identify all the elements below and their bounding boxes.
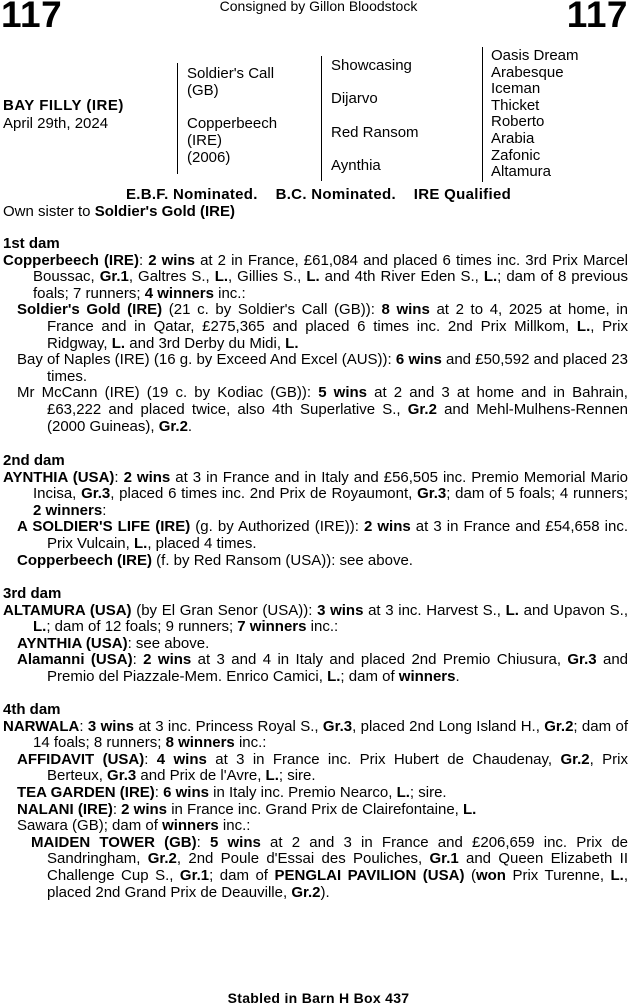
- entry-text: at 2 in France, £61,084 and placed 6 times inc. 3rd Prix Marcel Boussac,: [33, 251, 628, 286]
- entry-bold-text: Gr.2: [560, 750, 590, 768]
- entry-bold-text: L.: [610, 866, 624, 884]
- entry-text: :: [154, 783, 164, 801]
- pedigree-gen2-dam-dam: Aynthia: [331, 157, 381, 174]
- entry-text: at 2 and 3 in France and £206,659 inc. Prix de Sandringham,: [47, 833, 629, 868]
- entry-bold-text: 2 wins: [121, 800, 168, 818]
- own-sister-line: [3, 203, 235, 220]
- dam-section-4: [0, 702, 628, 901]
- entry-bold-text: AYNTHIA (USA): [3, 468, 115, 486]
- entry-bold-text: 2 wins: [363, 518, 411, 536]
- entry-text: Mr McCann (IRE) (19 c. by Kodiac (GB)):: [17, 384, 319, 402]
- entry-bold-text: Gr.3: [81, 485, 111, 503]
- entry-text: and Upavon S.,: [518, 601, 629, 619]
- entry-bold-text: NARWALA: [3, 717, 80, 735]
- pedigree-gen3: [491, 48, 579, 181]
- entry-text: and Queen Elizabeth II Challenge Cup S.,: [47, 850, 629, 884]
- entry-text: and Prix de l'Avre,: [136, 767, 266, 785]
- entry-text: ).: [320, 883, 330, 901]
- entry-bold-text: 2 winners: [33, 501, 103, 519]
- entry-bold-text: Gr.1: [179, 866, 210, 884]
- entry-text: :: [196, 833, 210, 851]
- entry-text: inc.:: [234, 734, 267, 752]
- entry-bold-text: winners: [162, 817, 219, 835]
- gen3-7: Zafonic: [491, 146, 541, 164]
- entry-bold-text: 5 wins: [318, 384, 368, 402]
- entry-bold-text: 6 wins: [395, 351, 442, 369]
- entry-bold-text: Gr.1: [429, 850, 459, 868]
- entry-bold-text: Gr.2: [147, 850, 177, 868]
- pedigree-entry: [3, 719, 628, 752]
- entry-text: , Gillies S.,: [228, 268, 307, 286]
- pedigree-entry: [17, 818, 628, 835]
- entry-bold-text: Gr.3: [322, 717, 353, 735]
- pedigree-gen2-sire-dam: Dijarvo: [331, 90, 378, 107]
- pedigree-entry: [17, 352, 628, 385]
- entry-text: at 3 inc. Harvest S.,: [363, 601, 506, 619]
- entry-text: (f. by Red Ransom (USA)): see above.: [152, 551, 413, 569]
- entry-text: at 3 in France and £54,658 inc. Prix Vulcain,: [47, 518, 628, 552]
- entry-bold-text: Soldier's Gold (IRE): [17, 301, 163, 319]
- entry-text: .: [187, 417, 193, 435]
- gen3-8: Altamura: [491, 163, 552, 181]
- entry-text: Sawara (GB); dam of: [17, 817, 163, 835]
- dam-section-3: [0, 586, 628, 686]
- lot-number-right: 117: [566, 0, 628, 35]
- dam-section-2: [0, 453, 628, 569]
- entry-text: inc.:: [306, 618, 339, 636]
- entry-text: at 3 inc. Princess Royal S.,: [133, 717, 323, 735]
- entry-bold-text: winners: [398, 667, 456, 685]
- entry-text: at 2 and 3 at home and in Bahrain, £63,222 and placed twice, also 4th Superlative S.,: [47, 384, 628, 418]
- entry-bold-text: 8 wins: [381, 301, 430, 319]
- pedigree-entry: [17, 385, 628, 435]
- entry-text: .: [455, 667, 460, 685]
- entry-text: : see above.: [127, 634, 210, 652]
- pedigree-entry: [17, 652, 628, 685]
- entry-text: :: [79, 717, 88, 735]
- gen3-5: Roberto: [491, 113, 545, 131]
- section-heading: 2nd dam: [3, 452, 65, 469]
- dam-name: Copperbeech: [187, 115, 278, 132]
- gen3-4: Thicket: [491, 96, 540, 114]
- entry-bold-text: 3 wins: [87, 717, 134, 735]
- entry-text: in France inc. Grand Prix de Clairefontaine,: [167, 800, 464, 818]
- entry-text: ; sire.: [409, 783, 447, 801]
- entry-bold-text: AFFIDAVIT (USA): [17, 750, 145, 768]
- entry-text: (g. by Authorized (IRE)):: [190, 518, 364, 536]
- entry-text: (by El Gran Senor (USA)):: [131, 601, 318, 619]
- entry-text: Bay of Naples (IRE) (16 g. by Exceed And Excel (AUS)):: [17, 351, 396, 369]
- entry-text: and Mehl-Mulhens-Rennen (2000 Guineas),: [47, 400, 629, 435]
- pedigree-gen2-dam-sire: Red Ransom: [331, 124, 419, 141]
- entry-bold-text: Copperbeech (IRE): [17, 551, 153, 569]
- own-sister-prefix: Own sister to: [3, 203, 95, 220]
- entry-bold-text: TEA GARDEN (IRE): [17, 783, 155, 801]
- entry-bold-text: Gr.2: [544, 717, 574, 735]
- pedigree-entry: [17, 802, 628, 819]
- entry-bold-text: 7 winners: [237, 618, 307, 636]
- pedigree-entry: [3, 603, 628, 636]
- pedigree-entry: [17, 553, 628, 570]
- entry-text: at 3 in France and in Italy and £56,505 inc. Premio Memorial Mario Incisa,: [33, 468, 628, 503]
- entry-text: ; dam of 5 foals; 4 runners;: [446, 485, 628, 503]
- entry-bold-text: L.: [214, 268, 229, 286]
- entry-bold-text: 5 wins: [209, 833, 261, 851]
- pedigree-entry: [17, 636, 628, 653]
- entry-text: ; sire.: [278, 767, 316, 785]
- section-heading: 3rd dam: [3, 585, 62, 602]
- entry-text: in Italy inc. Premio Nearco,: [208, 783, 397, 801]
- entry-bold-text: NALANI (IRE): [17, 800, 113, 818]
- entry-bold-text: 4 winners: [144, 284, 214, 302]
- entry-text: , placed 4 times.: [147, 534, 257, 552]
- horse-name: BAY FILLY (IRE): [3, 97, 124, 114]
- entry-bold-text: 2 wins: [123, 468, 171, 486]
- entry-bold-text: 2 wins: [148, 251, 195, 269]
- entry-text: Prix Turenne,: [505, 866, 611, 884]
- pedigree-divider-3: [482, 47, 483, 182]
- entry-bold-text: L.: [111, 334, 126, 352]
- entry-bold-text: L.: [576, 317, 591, 335]
- entry-bold-text: L.: [33, 618, 47, 636]
- pedigree-entry: [17, 752, 628, 785]
- entry-bold-text: Gr.3: [417, 485, 447, 503]
- pedigree-entry: [3, 470, 628, 520]
- entry-bold-text: L.: [396, 783, 410, 801]
- entry-bold-text: Alamanni (USA): [17, 651, 133, 669]
- entry-bold-text: 2 wins: [143, 651, 192, 669]
- entry-text: :: [132, 651, 144, 669]
- entry-text: and Premio del Piazzale-Mem. Enrico Camici,: [47, 651, 629, 685]
- entry-text: (: [464, 866, 476, 884]
- entry-bold-text: L.: [306, 268, 320, 286]
- entry-text: , Galtres S.,: [128, 268, 215, 286]
- pedigree-sire: [187, 65, 274, 99]
- entry-bold-text: L.: [285, 334, 299, 352]
- pedigree-entry: [31, 835, 628, 901]
- entry-text: , placed 2nd Grand Prix de Deauville,: [47, 866, 629, 901]
- entry-bold-text: L.: [483, 268, 498, 286]
- gen3-1: Oasis Dream: [491, 47, 579, 64]
- pedigree-gen2-sire-sire: Showcasing: [331, 57, 412, 74]
- section-heading: 1st dam: [3, 235, 60, 252]
- entry-bold-text: L.: [265, 767, 279, 785]
- entry-bold-text: won: [475, 866, 506, 884]
- entry-bold-text: Gr.3: [107, 767, 137, 785]
- entry-text: inc.:: [218, 817, 251, 835]
- entry-bold-text: L.: [505, 601, 519, 619]
- entry-text: ; dam of 12 foals; 9 runners;: [46, 618, 238, 636]
- entry-bold-text: Gr.2: [291, 883, 321, 901]
- entry-text: ; dam of: [209, 866, 275, 884]
- sire-name: Soldier's Call: [187, 65, 275, 82]
- entry-text: at 3 in France inc. Prix Hubert de Chaudenay,: [206, 750, 561, 768]
- pedigree-entry: [17, 785, 628, 802]
- entry-text: , Prix Ridgway,: [47, 317, 628, 352]
- entry-bold-text: 4 wins: [156, 750, 207, 768]
- lot-number-left: 117: [1, 0, 63, 35]
- entry-bold-text: L.: [327, 667, 341, 685]
- entry-bold-text: Gr.2: [158, 417, 188, 435]
- entry-text: and 4th River Eden S.,: [319, 268, 484, 286]
- entry-bold-text: MAIDEN TOWER (GB): [31, 833, 197, 851]
- entry-text: at 3 and 4 in Italy and placed 2nd Premio Chiusura,: [191, 651, 568, 669]
- entry-text: , 2nd Poule d'Essai des Pouliches,: [176, 850, 430, 868]
- entry-text: :: [114, 468, 124, 486]
- pedigree-entry: [17, 519, 628, 552]
- pedigree-divider-1: [177, 63, 178, 174]
- dam-section-1: [0, 236, 628, 435]
- foaling-date: April 29th, 2024: [3, 115, 109, 132]
- entry-text: at 2 to 4, 2025 at home, in France and in Qatar, £275,365 and placed 6 times inc. 2nd Prix Millkom,: [47, 301, 628, 335]
- entry-bold-text: L.: [133, 534, 148, 552]
- entry-text: , placed 2nd Long Island H.,: [352, 717, 545, 735]
- nominations: E.B.F. Nominated. B.C. Nominated. IRE Qualified: [125, 186, 512, 203]
- entry-text: , placed 6 times inc. 2nd Prix de Royaumont,: [110, 485, 418, 503]
- consignor: Consigned by Gillon Bloodstock: [219, 0, 418, 14]
- entry-text: :: [102, 501, 107, 519]
- section-heading: 4th dam: [3, 701, 61, 718]
- entry-text: ; dam of 14 foals; 8 runners;: [33, 717, 628, 752]
- entry-bold-text: L.: [463, 800, 477, 818]
- entry-bold-text: A SOLDIER'S LIFE (IRE): [17, 518, 191, 536]
- entry-bold-text: Copperbeech (IRE): [3, 251, 139, 269]
- pedigree-divider-2: [321, 56, 322, 181]
- entry-text: ; dam of 8 previous foals; 7 runners;: [33, 268, 628, 302]
- entry-bold-text: Gr.2: [407, 400, 437, 418]
- entry-text: and £50,592 and placed 23 times.: [47, 351, 628, 385]
- entry-text: :: [144, 750, 157, 768]
- gen3-6: Arabia: [491, 129, 535, 147]
- entry-bold-text: Gr.3: [567, 651, 597, 669]
- entry-text: ; dam of: [340, 667, 399, 685]
- entry-bold-text: AYNTHIA (USA): [17, 634, 128, 652]
- entry-bold-text: PENGLAI PAVILION (USA): [274, 866, 465, 884]
- stabling-info: Stabled in Barn H Box 437: [227, 990, 410, 1006]
- pedigree-entry: [17, 302, 628, 352]
- entry-bold-text: 3 wins: [317, 601, 364, 619]
- entry-text: , Prix Berteux,: [47, 750, 628, 785]
- dam-country: (IRE): [187, 132, 222, 149]
- dam-year: (2006): [187, 149, 231, 166]
- entry-text: and 3rd Derby du Midi,: [125, 334, 286, 352]
- sire-country: (GB): [187, 82, 219, 99]
- entry-bold-text: ALTAMURA (USA): [3, 601, 132, 619]
- entry-text: (21 c. by Soldier's Call (GB)):: [162, 301, 382, 319]
- entry-text: inc.:: [213, 284, 246, 302]
- own-sister-name: Soldier's Gold (IRE): [94, 203, 235, 220]
- pedigree-entry: [3, 253, 628, 303]
- entry-bold-text: Gr.1: [99, 268, 129, 286]
- entry-text: :: [138, 251, 149, 269]
- entry-bold-text: 6 wins: [163, 783, 209, 801]
- pedigree-dam: [187, 115, 277, 166]
- gen3-3: Iceman: [491, 80, 541, 98]
- gen3-2: Arabesque: [491, 63, 564, 81]
- entry-text: :: [112, 800, 122, 818]
- entry-bold-text: 8 winners: [165, 734, 235, 752]
